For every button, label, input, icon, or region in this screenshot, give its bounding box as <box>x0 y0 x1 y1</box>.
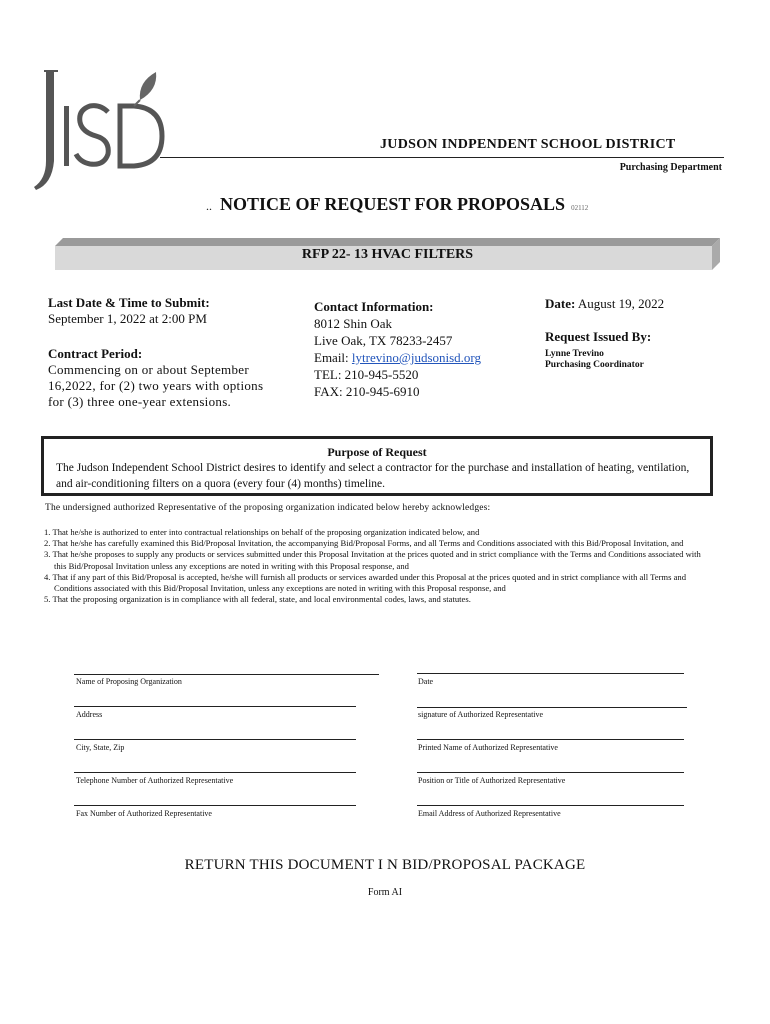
email-link[interactable]: lytrevino@judsonisd.org <box>351 350 482 365</box>
date-value: August 19, 2022 <box>577 296 665 311</box>
notice-prefix: .. <box>206 199 212 213</box>
issue-info <box>545 296 735 370</box>
submit-value: September 1, 2022 at 2:00 PM <box>48 311 207 326</box>
term-item: 1. That he/she is authorized to enter into contractual relationships on behalf of the proposing organization indicated below, and <box>44 527 480 537</box>
sig-line-address[interactable] <box>74 706 356 707</box>
sig-label-address: Address <box>76 710 103 719</box>
form-id: Form AI <box>367 887 403 898</box>
term-item: 2. That he/she has carefully examined this Bid/Proposal Invitation, the accompanying Bid/Proposal Forms, and all Terms and Conditions associated with this Bid/Proposal Invitation, and <box>44 538 684 549</box>
contact-label: Contact Information: <box>314 299 434 314</box>
contact-tel: TEL: 210-945-5520 <box>314 367 419 382</box>
sig-label-fax: Fax Number of Authorized Representative <box>76 809 212 818</box>
contract-value: Commencing on or about September 16,2022, for (2) two years with options for (3) three one-year extensions. <box>48 362 264 409</box>
sig-label-city: City, State, Zip <box>76 743 125 752</box>
notice-code: 02112 <box>571 204 589 212</box>
term-item: 4. That if any part of this Bid/Proposal is accepted, he/she will furnish all products or services awarded under this Proposal at the prices quoted and in strict compliance with all Terms and Conditions associated with this Bid/Proposal Invitation, unless any exceptions are noted in writing with this Proposal response, and <box>44 571 687 594</box>
jisd-logo <box>30 66 170 192</box>
issued-title: Purchasing Coordinator <box>545 360 644 370</box>
sig-label-printed-name: Printed Name of Authorized Representative <box>418 743 558 752</box>
sig-label-position: Position or Title of Authorized Representative <box>418 776 566 785</box>
notice-heading <box>206 194 588 215</box>
contract-label: Contract Period: <box>48 346 143 361</box>
sig-line-email[interactable] <box>417 805 684 806</box>
sig-line-city[interactable] <box>74 739 356 740</box>
district-name: JUDSON INDPENDENT SCHOOL DISTRICT <box>380 137 676 152</box>
term-item: 5. That the proposing organization is in compliance with all federal, state, and local environmental codes, laws, and statutes. <box>44 594 471 605</box>
contact-address2: Live Oak, TX 78233-2457 <box>314 333 453 348</box>
sig-label-telephone: Telephone Number of Authorized Representative <box>76 776 234 785</box>
acknowledgement-text: The undersigned authorized Representative of the proposing organization indicated below hereby acknowledges: <box>45 503 491 513</box>
contact-address1: 8012 Shin Oak <box>314 316 392 331</box>
term-item: 3. That he/she proposes to supply any products or services submitted under this Proposal Invitation at the prices quoted and in strict compliance with the Terms and Conditions associated with this Bid/Proposal Invitation unless any exceptions are noted in writing with this Proposal response, and <box>44 549 701 571</box>
contact-fax: FAX: 210-945-6910 <box>314 384 420 399</box>
issued-label: Request Issued By: <box>545 329 652 344</box>
purpose-text: The Judson Independent School District desires to identify and select a contractor for the purchase and installation of heating, ventilation, and air-conditioning filters on a quora (every four (4) months) timeline. <box>56 462 690 490</box>
rfp-title: RFP 22- 13 HVAC FILTERS <box>301 247 474 262</box>
email-label: Email: <box>314 350 352 365</box>
date-label: Date: <box>545 296 576 311</box>
sig-line-date[interactable] <box>417 673 684 674</box>
date-row <box>545 296 735 312</box>
sig-line-signature[interactable] <box>417 707 687 708</box>
sig-label-email: Email Address of Authorized Representative <box>418 809 561 818</box>
return-instruction: RETURN THIS DOCUMENT I N BID/PROPOSAL PACKAGE <box>184 857 586 873</box>
header-divider <box>160 157 724 158</box>
contact-email-row <box>314 349 514 366</box>
purpose-title: Purpose of Request <box>327 445 427 459</box>
contact-info <box>314 298 514 400</box>
department-name: Purchasing Department <box>619 162 722 173</box>
sig-line-printed-name[interactable] <box>417 739 684 740</box>
sig-label-organization: Name of Proposing Organization <box>76 677 182 686</box>
sig-line-telephone[interactable] <box>74 772 356 773</box>
sig-label-signature: signature of Authorized Representative <box>418 710 544 719</box>
submit-label: Last Date & Time to Submit: <box>48 295 210 310</box>
issued-name: Lynne Trevino <box>545 349 604 359</box>
submission-info <box>48 295 268 410</box>
sig-line-fax[interactable] <box>74 805 356 806</box>
terms-list <box>44 527 714 605</box>
sig-label-date: Date <box>418 677 434 686</box>
sig-line-position[interactable] <box>417 772 684 773</box>
sig-line-organization[interactable] <box>74 674 379 675</box>
notice-title: NOTICE OF REQUEST FOR PROPOSALS <box>220 194 566 214</box>
